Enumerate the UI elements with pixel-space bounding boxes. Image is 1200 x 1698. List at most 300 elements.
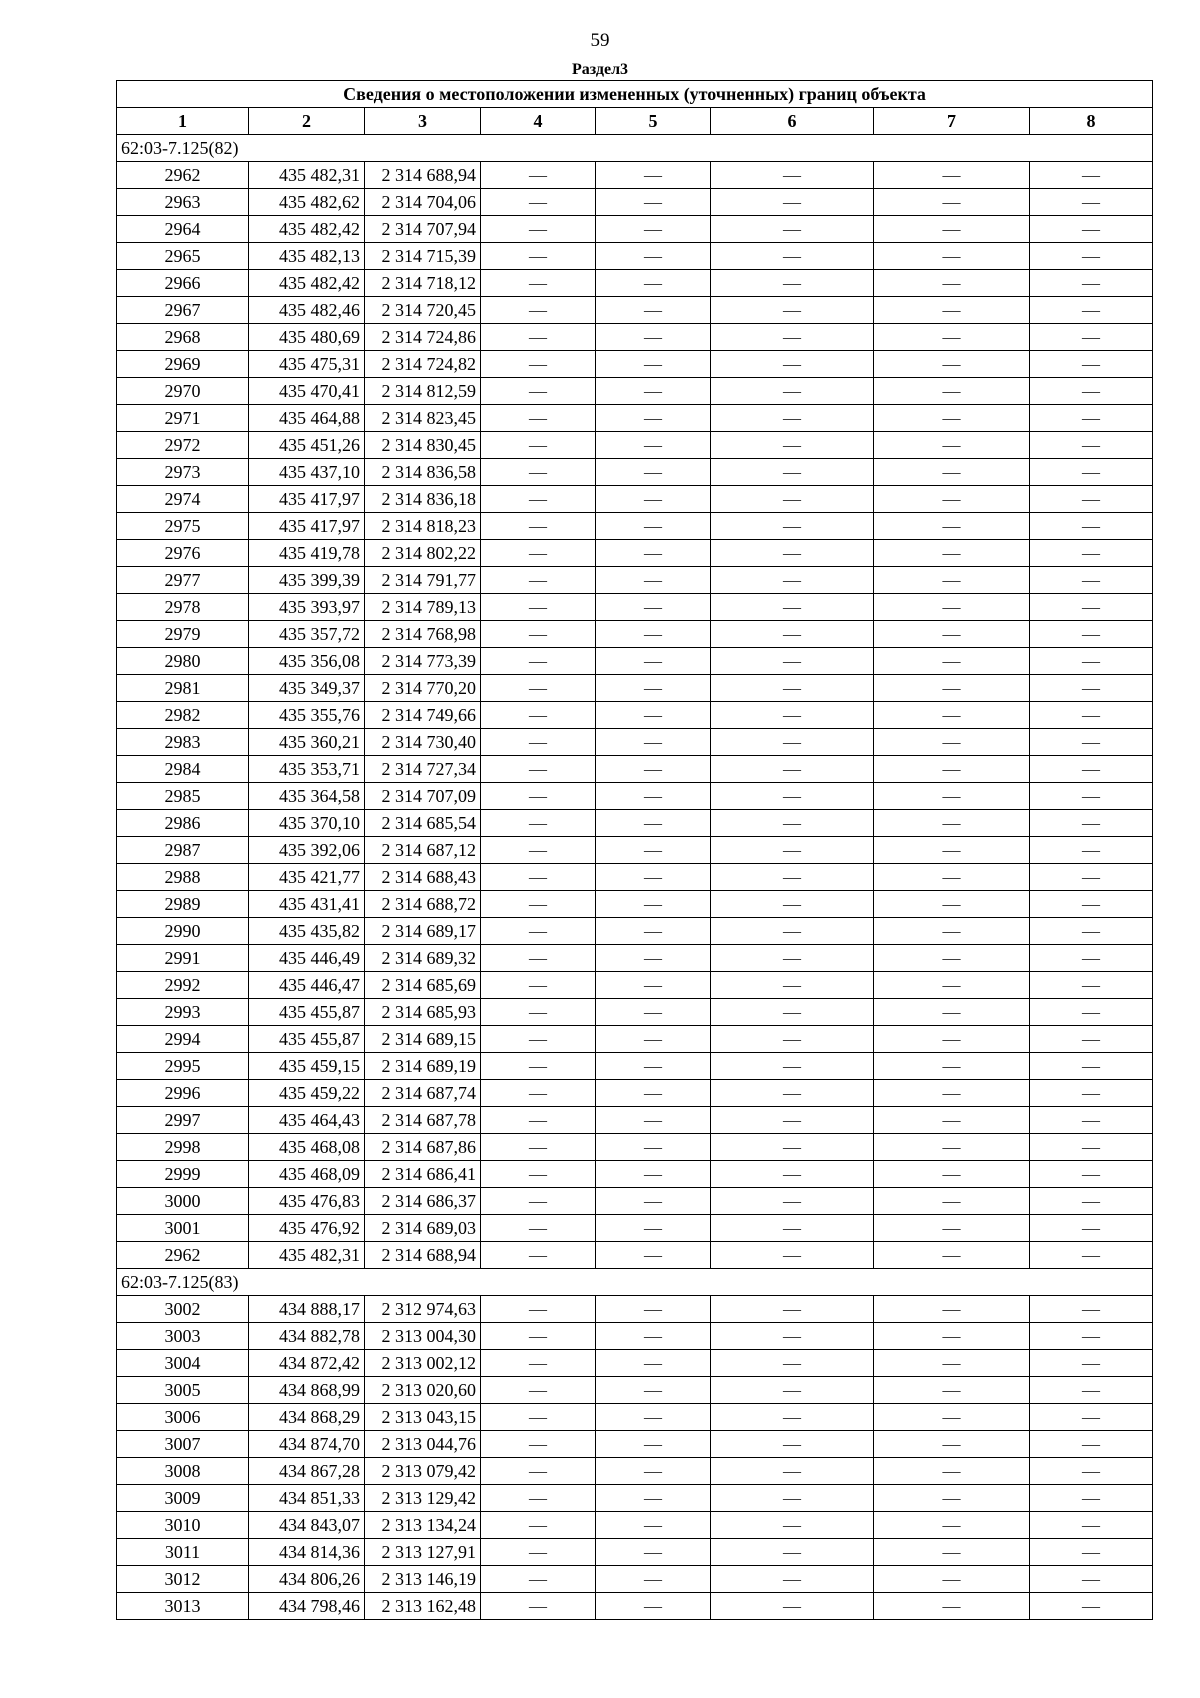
empty-value-cell: — [596, 945, 711, 972]
y-coordinate-cell: 2 314 724,82 [365, 351, 481, 378]
point-number-cell: 2962 [117, 1242, 249, 1269]
empty-value-cell: — [481, 378, 596, 405]
empty-value-cell: — [1030, 1296, 1153, 1323]
column-header: 7 [874, 108, 1030, 135]
empty-value-cell: — [874, 837, 1030, 864]
empty-value-cell: — [481, 702, 596, 729]
empty-value-cell: — [711, 1323, 874, 1350]
empty-value-cell: — [874, 243, 1030, 270]
y-coordinate-cell: 2 313 043,15 [365, 1404, 481, 1431]
x-coordinate-cell: 434 874,70 [249, 1431, 365, 1458]
empty-value-cell: — [711, 1053, 874, 1080]
empty-value-cell: — [874, 810, 1030, 837]
empty-value-cell: — [596, 1404, 711, 1431]
empty-value-cell: — [596, 1566, 711, 1593]
empty-value-cell: — [1030, 1242, 1153, 1269]
x-coordinate-cell: 435 480,69 [249, 324, 365, 351]
empty-value-cell: — [1030, 702, 1153, 729]
table-row [117, 405, 1153, 432]
table-row [117, 378, 1153, 405]
empty-value-cell: — [874, 702, 1030, 729]
empty-value-cell: — [596, 378, 711, 405]
point-number-cell: 3000 [117, 1188, 249, 1215]
empty-value-cell: — [596, 459, 711, 486]
x-coordinate-cell: 435 421,77 [249, 864, 365, 891]
x-coordinate-cell: 435 464,88 [249, 405, 365, 432]
empty-value-cell: — [711, 459, 874, 486]
empty-value-cell: — [481, 351, 596, 378]
empty-value-cell: — [711, 162, 874, 189]
y-coordinate-cell: 2 314 727,34 [365, 756, 481, 783]
empty-value-cell: — [711, 1458, 874, 1485]
empty-value-cell: — [874, 297, 1030, 324]
empty-value-cell: — [1030, 567, 1153, 594]
point-number-cell: 3008 [117, 1458, 249, 1485]
x-coordinate-cell: 435 482,42 [249, 270, 365, 297]
y-coordinate-cell: 2 314 686,37 [365, 1188, 481, 1215]
empty-value-cell: — [596, 1512, 711, 1539]
empty-value-cell: — [874, 1377, 1030, 1404]
empty-value-cell: — [596, 810, 711, 837]
empty-value-cell: — [874, 1134, 1030, 1161]
empty-value-cell: — [1030, 216, 1153, 243]
point-number-cell: 2978 [117, 594, 249, 621]
empty-value-cell: — [711, 621, 874, 648]
table-row [117, 999, 1153, 1026]
empty-value-cell: — [1030, 1026, 1153, 1053]
empty-value-cell: — [481, 783, 596, 810]
empty-value-cell: — [874, 864, 1030, 891]
x-coordinate-cell: 435 393,97 [249, 594, 365, 621]
point-number-cell: 2990 [117, 918, 249, 945]
point-number-cell: 2991 [117, 945, 249, 972]
empty-value-cell: — [711, 270, 874, 297]
empty-value-cell: — [874, 945, 1030, 972]
empty-value-cell: — [596, 243, 711, 270]
y-coordinate-cell: 2 313 162,48 [365, 1593, 481, 1620]
table-row [117, 1053, 1153, 1080]
table-row [117, 297, 1153, 324]
empty-value-cell: — [596, 1377, 711, 1404]
empty-value-cell: — [596, 675, 711, 702]
empty-value-cell: — [1030, 459, 1153, 486]
y-coordinate-cell: 2 314 707,94 [365, 216, 481, 243]
empty-value-cell: — [1030, 810, 1153, 837]
x-coordinate-cell: 434 806,26 [249, 1566, 365, 1593]
table-row [117, 783, 1153, 810]
x-coordinate-cell: 435 482,31 [249, 1242, 365, 1269]
empty-value-cell: — [596, 621, 711, 648]
empty-value-cell: — [1030, 999, 1153, 1026]
empty-value-cell: — [481, 621, 596, 648]
x-coordinate-cell: 435 459,15 [249, 1053, 365, 1080]
y-coordinate-cell: 2 314 707,09 [365, 783, 481, 810]
table-row [117, 351, 1153, 378]
table-row [117, 540, 1153, 567]
empty-value-cell: — [711, 675, 874, 702]
empty-value-cell: — [481, 1593, 596, 1620]
column-header: 2 [249, 108, 365, 135]
table-row [117, 1161, 1153, 1188]
empty-value-cell: — [711, 783, 874, 810]
empty-value-cell: — [711, 837, 874, 864]
table-row [117, 486, 1153, 513]
empty-value-cell: — [1030, 1215, 1153, 1242]
point-number-cell: 2983 [117, 729, 249, 756]
empty-value-cell: — [874, 189, 1030, 216]
empty-value-cell: — [481, 1485, 596, 1512]
empty-value-cell: — [711, 702, 874, 729]
empty-value-cell: — [481, 270, 596, 297]
y-coordinate-cell: 2 314 687,74 [365, 1080, 481, 1107]
point-number-cell: 2964 [117, 216, 249, 243]
empty-value-cell: — [874, 324, 1030, 351]
point-number-cell: 2995 [117, 1053, 249, 1080]
point-number-cell: 2980 [117, 648, 249, 675]
x-coordinate-cell: 435 446,47 [249, 972, 365, 999]
empty-value-cell: — [596, 837, 711, 864]
empty-value-cell: — [596, 513, 711, 540]
empty-value-cell: — [1030, 1080, 1153, 1107]
table-row [117, 1485, 1153, 1512]
x-coordinate-cell: 435 417,97 [249, 513, 365, 540]
x-coordinate-cell: 435 364,58 [249, 783, 365, 810]
empty-value-cell: — [711, 1593, 874, 1620]
empty-value-cell: — [1030, 486, 1153, 513]
empty-value-cell: — [1030, 648, 1153, 675]
x-coordinate-cell: 435 431,41 [249, 891, 365, 918]
x-coordinate-cell: 435 482,62 [249, 189, 365, 216]
table-row [117, 1080, 1153, 1107]
empty-value-cell: — [1030, 324, 1153, 351]
empty-value-cell: — [481, 1404, 596, 1431]
table-row [117, 945, 1153, 972]
empty-value-cell: — [1030, 243, 1153, 270]
point-number-cell: 2973 [117, 459, 249, 486]
empty-value-cell: — [711, 594, 874, 621]
empty-value-cell: — [711, 1377, 874, 1404]
x-coordinate-cell: 435 470,41 [249, 378, 365, 405]
column-header: 6 [711, 108, 874, 135]
empty-value-cell: — [1030, 513, 1153, 540]
empty-value-cell: — [481, 297, 596, 324]
empty-value-cell: — [711, 648, 874, 675]
empty-value-cell: — [1030, 891, 1153, 918]
y-coordinate-cell: 2 314 688,94 [365, 1242, 481, 1269]
empty-value-cell: — [874, 1485, 1030, 1512]
empty-value-cell: — [874, 1215, 1030, 1242]
point-number-cell: 3011 [117, 1539, 249, 1566]
column-header: 8 [1030, 108, 1153, 135]
point-number-cell: 2966 [117, 270, 249, 297]
point-number-cell: 2985 [117, 783, 249, 810]
y-coordinate-cell: 2 314 718,12 [365, 270, 481, 297]
column-header: 1 [117, 108, 249, 135]
table-row [117, 1593, 1153, 1620]
point-number-cell: 2987 [117, 837, 249, 864]
y-coordinate-cell: 2 314 749,66 [365, 702, 481, 729]
empty-value-cell: — [874, 162, 1030, 189]
x-coordinate-cell: 435 468,08 [249, 1134, 365, 1161]
empty-value-cell: — [481, 1296, 596, 1323]
x-coordinate-cell: 435 482,13 [249, 243, 365, 270]
empty-value-cell: — [596, 594, 711, 621]
empty-value-cell: — [481, 1458, 596, 1485]
table-row [117, 810, 1153, 837]
empty-value-cell: — [596, 432, 711, 459]
coordinates-table [116, 80, 1153, 1620]
empty-value-cell: — [596, 1593, 711, 1620]
x-coordinate-cell: 434 843,07 [249, 1512, 365, 1539]
table-row [117, 1107, 1153, 1134]
empty-value-cell: — [481, 1323, 596, 1350]
y-coordinate-cell: 2 314 724,86 [365, 324, 481, 351]
empty-value-cell: — [481, 1188, 596, 1215]
empty-value-cell: — [596, 1080, 711, 1107]
empty-value-cell: — [481, 1350, 596, 1377]
empty-value-cell: — [1030, 162, 1153, 189]
empty-value-cell: — [481, 540, 596, 567]
point-number-cell: 3006 [117, 1404, 249, 1431]
empty-value-cell: — [481, 594, 596, 621]
empty-value-cell: — [711, 1539, 874, 1566]
empty-value-cell: — [711, 729, 874, 756]
x-coordinate-cell: 435 475,31 [249, 351, 365, 378]
y-coordinate-cell: 2 314 688,43 [365, 864, 481, 891]
table-row [117, 1512, 1153, 1539]
y-coordinate-cell: 2 314 823,45 [365, 405, 481, 432]
empty-value-cell: — [874, 1080, 1030, 1107]
table-row [117, 1296, 1153, 1323]
empty-value-cell: — [711, 1161, 874, 1188]
empty-value-cell: — [711, 1512, 874, 1539]
empty-value-cell: — [596, 702, 711, 729]
empty-value-cell: — [874, 675, 1030, 702]
x-coordinate-cell: 435 435,82 [249, 918, 365, 945]
table-row [117, 621, 1153, 648]
empty-value-cell: — [596, 189, 711, 216]
table-row [117, 837, 1153, 864]
empty-value-cell: — [874, 405, 1030, 432]
empty-value-cell: — [596, 999, 711, 1026]
empty-value-cell: — [596, 1053, 711, 1080]
empty-value-cell: — [711, 891, 874, 918]
empty-value-cell: — [711, 378, 874, 405]
empty-value-cell: — [711, 1404, 874, 1431]
empty-value-cell: — [481, 1242, 596, 1269]
empty-value-cell: — [481, 513, 596, 540]
table-row [117, 1188, 1153, 1215]
x-coordinate-cell: 435 353,71 [249, 756, 365, 783]
empty-value-cell: — [1030, 1323, 1153, 1350]
empty-value-cell: — [711, 324, 874, 351]
empty-value-cell: — [596, 1215, 711, 1242]
empty-value-cell: — [711, 1026, 874, 1053]
empty-value-cell: — [1030, 378, 1153, 405]
empty-value-cell: — [596, 1458, 711, 1485]
empty-value-cell: — [596, 783, 711, 810]
x-coordinate-cell: 435 459,22 [249, 1080, 365, 1107]
y-coordinate-cell: 2 312 974,63 [365, 1296, 481, 1323]
empty-value-cell: — [711, 756, 874, 783]
x-coordinate-cell: 434 872,42 [249, 1350, 365, 1377]
y-coordinate-cell: 2 314 687,86 [365, 1134, 481, 1161]
empty-value-cell: — [596, 1431, 711, 1458]
table-row [117, 702, 1153, 729]
point-number-cell: 3001 [117, 1215, 249, 1242]
empty-value-cell: — [481, 648, 596, 675]
table-row [117, 1377, 1153, 1404]
empty-value-cell: — [874, 567, 1030, 594]
y-coordinate-cell: 2 314 687,78 [365, 1107, 481, 1134]
y-coordinate-cell: 2 313 129,42 [365, 1485, 481, 1512]
empty-value-cell: — [1030, 1485, 1153, 1512]
x-coordinate-cell: 435 355,76 [249, 702, 365, 729]
table-row [117, 1134, 1153, 1161]
table-row [117, 891, 1153, 918]
x-coordinate-cell: 435 451,26 [249, 432, 365, 459]
empty-value-cell: — [481, 1080, 596, 1107]
empty-value-cell: — [874, 1539, 1030, 1566]
empty-value-cell: — [596, 729, 711, 756]
x-coordinate-cell: 435 360,21 [249, 729, 365, 756]
table-caption: Сведения о местоположении измененных (уточненных) границ объекта [117, 81, 1153, 108]
empty-value-cell: — [711, 243, 874, 270]
empty-value-cell: — [874, 486, 1030, 513]
empty-value-cell: — [596, 270, 711, 297]
empty-value-cell: — [874, 621, 1030, 648]
empty-value-cell: — [481, 972, 596, 999]
point-number-cell: 2969 [117, 351, 249, 378]
empty-value-cell: — [1030, 351, 1153, 378]
empty-value-cell: — [874, 513, 1030, 540]
empty-value-cell: — [481, 837, 596, 864]
point-number-cell: 2997 [117, 1107, 249, 1134]
x-coordinate-cell: 434 868,99 [249, 1377, 365, 1404]
point-number-cell: 3013 [117, 1593, 249, 1620]
empty-value-cell: — [1030, 1566, 1153, 1593]
empty-value-cell: — [711, 189, 874, 216]
empty-value-cell: — [1030, 432, 1153, 459]
empty-value-cell: — [481, 1107, 596, 1134]
empty-value-cell: — [1030, 837, 1153, 864]
empty-value-cell: — [1030, 1404, 1153, 1431]
column-header: 5 [596, 108, 711, 135]
empty-value-cell: — [1030, 1188, 1153, 1215]
table-row [117, 729, 1153, 756]
group-row [117, 135, 1153, 162]
y-coordinate-cell: 2 314 836,58 [365, 459, 481, 486]
empty-value-cell: — [481, 1566, 596, 1593]
empty-value-cell: — [711, 972, 874, 999]
x-coordinate-cell: 434 851,33 [249, 1485, 365, 1512]
empty-value-cell: — [711, 405, 874, 432]
x-coordinate-cell: 434 798,46 [249, 1593, 365, 1620]
x-coordinate-cell: 435 349,37 [249, 675, 365, 702]
empty-value-cell: — [1030, 405, 1153, 432]
empty-value-cell: — [481, 1431, 596, 1458]
empty-value-cell: — [481, 864, 596, 891]
table-row [117, 918, 1153, 945]
empty-value-cell: — [874, 459, 1030, 486]
table-row [117, 1026, 1153, 1053]
empty-value-cell: — [711, 1296, 874, 1323]
empty-value-cell: — [481, 1215, 596, 1242]
x-coordinate-cell: 435 468,09 [249, 1161, 365, 1188]
empty-value-cell: — [596, 1485, 711, 1512]
empty-value-cell: — [711, 918, 874, 945]
empty-value-cell: — [874, 1323, 1030, 1350]
point-number-cell: 2996 [117, 1080, 249, 1107]
table-row [117, 1458, 1153, 1485]
point-number-cell: 3009 [117, 1485, 249, 1512]
x-coordinate-cell: 434 882,78 [249, 1323, 365, 1350]
x-coordinate-cell: 434 888,17 [249, 1296, 365, 1323]
table-row [117, 189, 1153, 216]
empty-value-cell: — [874, 1026, 1030, 1053]
empty-value-cell: — [711, 1134, 874, 1161]
x-coordinate-cell: 435 392,06 [249, 837, 365, 864]
empty-value-cell: — [596, 891, 711, 918]
empty-value-cell: — [481, 324, 596, 351]
empty-value-cell: — [874, 1404, 1030, 1431]
point-number-cell: 2981 [117, 675, 249, 702]
x-coordinate-cell: 434 867,28 [249, 1458, 365, 1485]
empty-value-cell: — [596, 1296, 711, 1323]
empty-value-cell: — [1030, 1350, 1153, 1377]
point-number-cell: 2979 [117, 621, 249, 648]
point-number-cell: 2993 [117, 999, 249, 1026]
point-number-cell: 2965 [117, 243, 249, 270]
table-row [117, 270, 1153, 297]
empty-value-cell: — [711, 810, 874, 837]
empty-value-cell: — [874, 1431, 1030, 1458]
point-number-cell: 2984 [117, 756, 249, 783]
y-coordinate-cell: 2 314 685,93 [365, 999, 481, 1026]
y-coordinate-cell: 2 314 688,94 [365, 162, 481, 189]
empty-value-cell: — [481, 918, 596, 945]
x-coordinate-cell: 435 476,83 [249, 1188, 365, 1215]
empty-value-cell: — [1030, 1512, 1153, 1539]
group-label: 62:03-7.125(83) [117, 1269, 1153, 1296]
point-number-cell: 2967 [117, 297, 249, 324]
y-coordinate-cell: 2 313 044,76 [365, 1431, 481, 1458]
empty-value-cell: — [711, 945, 874, 972]
table-header-row [117, 108, 1153, 135]
y-coordinate-cell: 2 314 685,69 [365, 972, 481, 999]
table-row [117, 1404, 1153, 1431]
empty-value-cell: — [874, 1566, 1030, 1593]
empty-value-cell: — [874, 1161, 1030, 1188]
y-coordinate-cell: 2 314 688,72 [365, 891, 481, 918]
empty-value-cell: — [711, 864, 874, 891]
empty-value-cell: — [596, 756, 711, 783]
empty-value-cell: — [481, 1026, 596, 1053]
empty-value-cell: — [1030, 540, 1153, 567]
y-coordinate-cell: 2 313 134,24 [365, 1512, 481, 1539]
y-coordinate-cell: 2 314 802,22 [365, 540, 481, 567]
empty-value-cell: — [596, 1350, 711, 1377]
point-number-cell: 2977 [117, 567, 249, 594]
empty-value-cell: — [596, 648, 711, 675]
table-row [117, 864, 1153, 891]
empty-value-cell: — [874, 729, 1030, 756]
x-coordinate-cell: 435 455,87 [249, 999, 365, 1026]
empty-value-cell: — [596, 1539, 711, 1566]
empty-value-cell: — [596, 1161, 711, 1188]
x-coordinate-cell: 435 482,46 [249, 297, 365, 324]
point-number-cell: 3007 [117, 1431, 249, 1458]
